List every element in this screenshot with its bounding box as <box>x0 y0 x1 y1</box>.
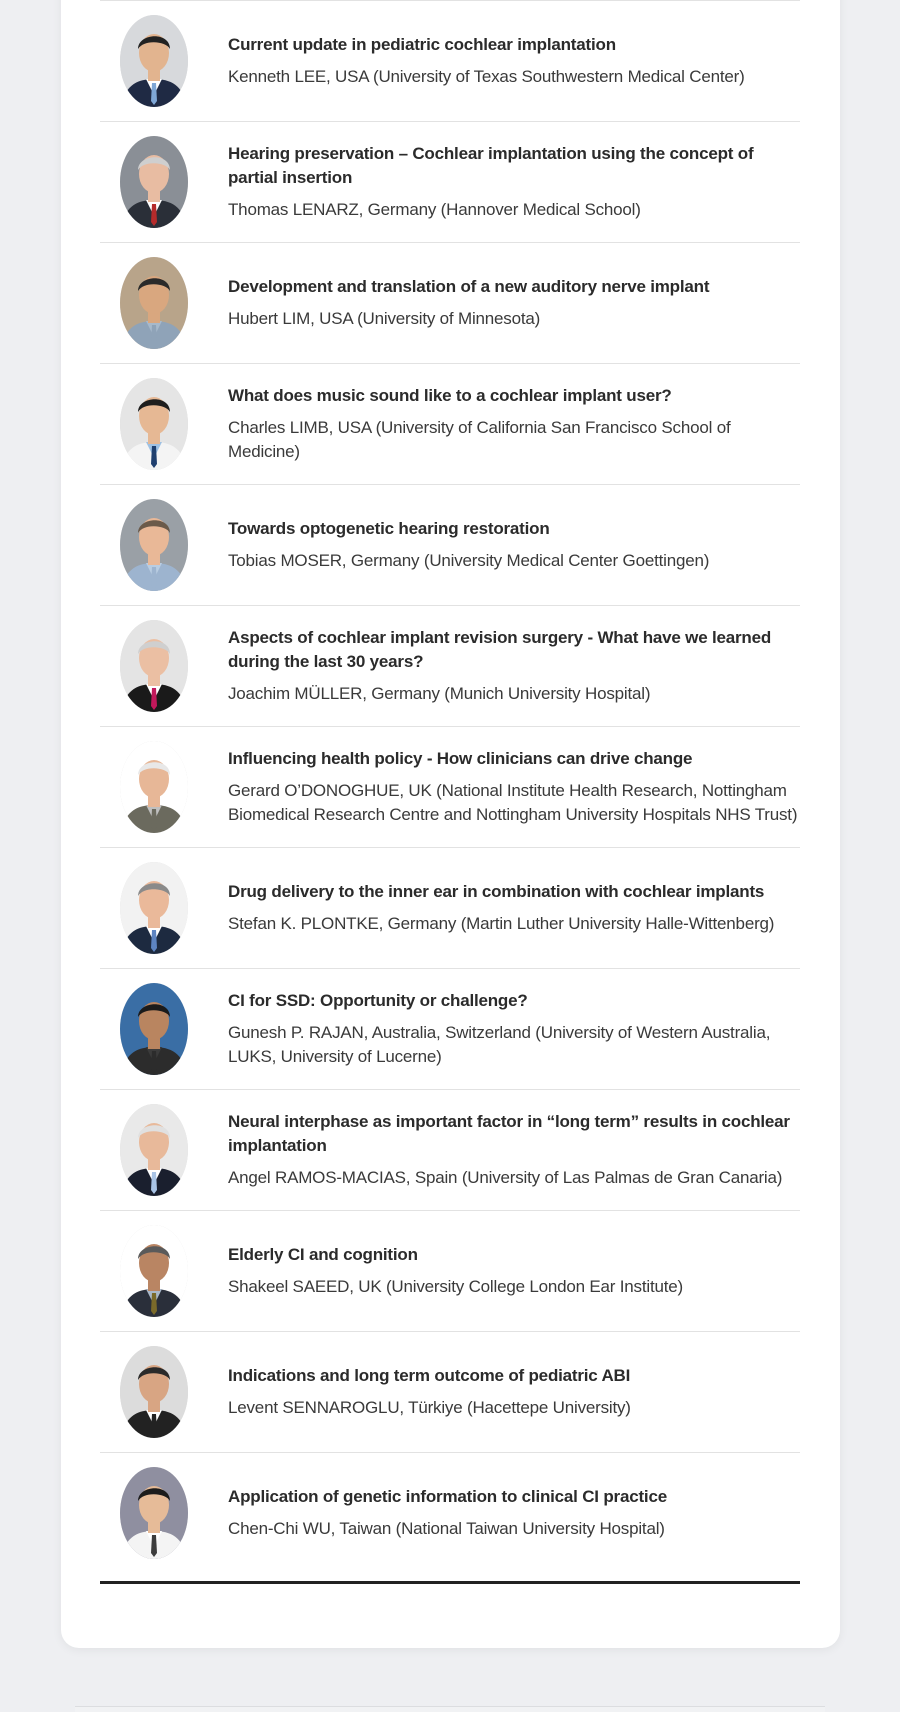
speaker-photo <box>120 620 188 712</box>
speaker-text <box>228 1243 800 1299</box>
talk-title: Elderly CI and cognition <box>228 1245 418 1264</box>
portrait-icon <box>120 620 188 712</box>
speaker-affiliation: Hubert LIM, USA (University of Minnesota) <box>228 309 541 328</box>
speaker-text <box>228 1110 800 1190</box>
speaker-affiliation: Gerard O’DONOGHUE, UK (National Institute Health Research, Nottingham Biomedical Research Centre and Nottingham University Hospitals NHS Trust) <box>228 781 798 824</box>
speaker-text <box>228 989 800 1069</box>
portrait-icon <box>120 1467 188 1559</box>
speaker-photo <box>120 1225 188 1317</box>
speaker-affiliation: Gunesh P. RAJAN, Australia, Switzerland (University of Western Australia, LUKS, University of Lucerne) <box>228 1023 771 1066</box>
talk-title: Hearing preservation – Cochlear implantation using the concept of partial insertion <box>228 144 754 187</box>
speaker-affiliation: Tobias MOSER, Germany (University Medical Center Goettingen) <box>228 551 710 570</box>
speaker-photo <box>120 499 188 591</box>
talk-title: What does music sound like to a cochlear implant user? <box>228 386 672 405</box>
speaker-text <box>228 142 800 222</box>
speaker-item <box>100 968 800 1089</box>
portrait-icon <box>120 1346 188 1438</box>
portrait-icon <box>120 499 188 591</box>
speaker-list <box>100 0 800 1584</box>
speaker-affiliation: Levent SENNAROGLU, Türkiye (Hacettepe University) <box>228 1398 631 1417</box>
speaker-item <box>100 726 800 847</box>
speaker-text <box>228 1364 800 1420</box>
speaker-photo <box>120 741 188 833</box>
list-bottom-rule <box>100 1581 800 1584</box>
speaker-text <box>228 626 800 706</box>
speaker-text <box>228 517 800 573</box>
speaker-photo <box>120 1467 188 1559</box>
speaker-affiliation: Thomas LENARZ, Germany (Hannover Medical School) <box>228 200 641 219</box>
speaker-item <box>100 1089 800 1210</box>
talk-title: Indications and long term outcome of pediatric ABI <box>228 1366 631 1385</box>
speaker-item <box>100 0 800 121</box>
speaker-affiliation: Stefan K. PLONTKE, Germany (Martin Luther University Halle-Wittenberg) <box>228 914 775 933</box>
speaker-affiliation: Chen-Chi WU, Taiwan (National Taiwan University Hospital) <box>228 1519 665 1538</box>
talk-title: Current update in pediatric cochlear implantation <box>228 35 616 54</box>
speaker-affiliation: Shakeel SAEED, UK (University College London Ear Institute) <box>228 1277 683 1296</box>
talk-title: Neural interphase as important factor in “long term” results in cochlear implantation <box>228 1112 790 1155</box>
next-section-edge <box>75 1706 825 1712</box>
speaker-photo <box>120 15 188 107</box>
talk-title: CI for SSD: Opportunity or challenge? <box>228 991 528 1010</box>
speaker-photo <box>120 257 188 349</box>
portrait-icon <box>120 1225 188 1317</box>
speaker-affiliation: Angel RAMOS-MACIAS, Spain (University of Las Palmas de Gran Canaria) <box>228 1168 783 1187</box>
speaker-text <box>228 33 800 89</box>
portrait-icon <box>120 378 188 470</box>
portrait-icon <box>120 136 188 228</box>
talk-title: Influencing health policy - How clinicians can drive change <box>228 749 693 768</box>
portrait-icon <box>120 741 188 833</box>
speaker-item <box>100 363 800 484</box>
portrait-icon <box>120 257 188 349</box>
speaker-text <box>228 747 800 827</box>
speaker-photo <box>120 983 188 1075</box>
speaker-text <box>228 880 800 936</box>
talk-title: Application of genetic information to clinical CI practice <box>228 1487 667 1506</box>
speaker-photo <box>120 1346 188 1438</box>
portrait-icon <box>120 1104 188 1196</box>
portrait-icon <box>120 983 188 1075</box>
speaker-photo <box>120 862 188 954</box>
speaker-item <box>100 121 800 242</box>
talk-title: Development and translation of a new auditory nerve implant <box>228 277 710 296</box>
speaker-photo <box>120 1104 188 1196</box>
speaker-text <box>228 384 800 464</box>
speaker-item <box>100 1452 800 1573</box>
speaker-photo <box>120 136 188 228</box>
speaker-item <box>100 847 800 968</box>
speaker-item <box>100 1331 800 1452</box>
speaker-text <box>228 1485 800 1541</box>
speaker-photo <box>120 378 188 470</box>
talk-title: Drug delivery to the inner ear in combination with cochlear implants <box>228 882 765 901</box>
speaker-affiliation: Charles LIMB, USA (University of California San Francisco School of Medicine) <box>228 418 731 461</box>
portrait-icon <box>120 15 188 107</box>
speaker-item <box>100 242 800 363</box>
talk-title: Aspects of cochlear implant revision surgery - What have we learned during the last 30 years? <box>228 628 772 671</box>
speaker-text <box>228 275 800 331</box>
portrait-icon <box>120 862 188 954</box>
speaker-affiliation: Joachim MÜLLER, Germany (Munich University Hospital) <box>228 684 651 703</box>
talk-title: Towards optogenetic hearing restoration <box>228 519 550 538</box>
speaker-affiliation: Kenneth LEE, USA (University of Texas Southwestern Medical Center) <box>228 67 745 86</box>
speaker-item <box>100 1210 800 1331</box>
speaker-item <box>100 605 800 726</box>
speaker-item <box>100 484 800 605</box>
